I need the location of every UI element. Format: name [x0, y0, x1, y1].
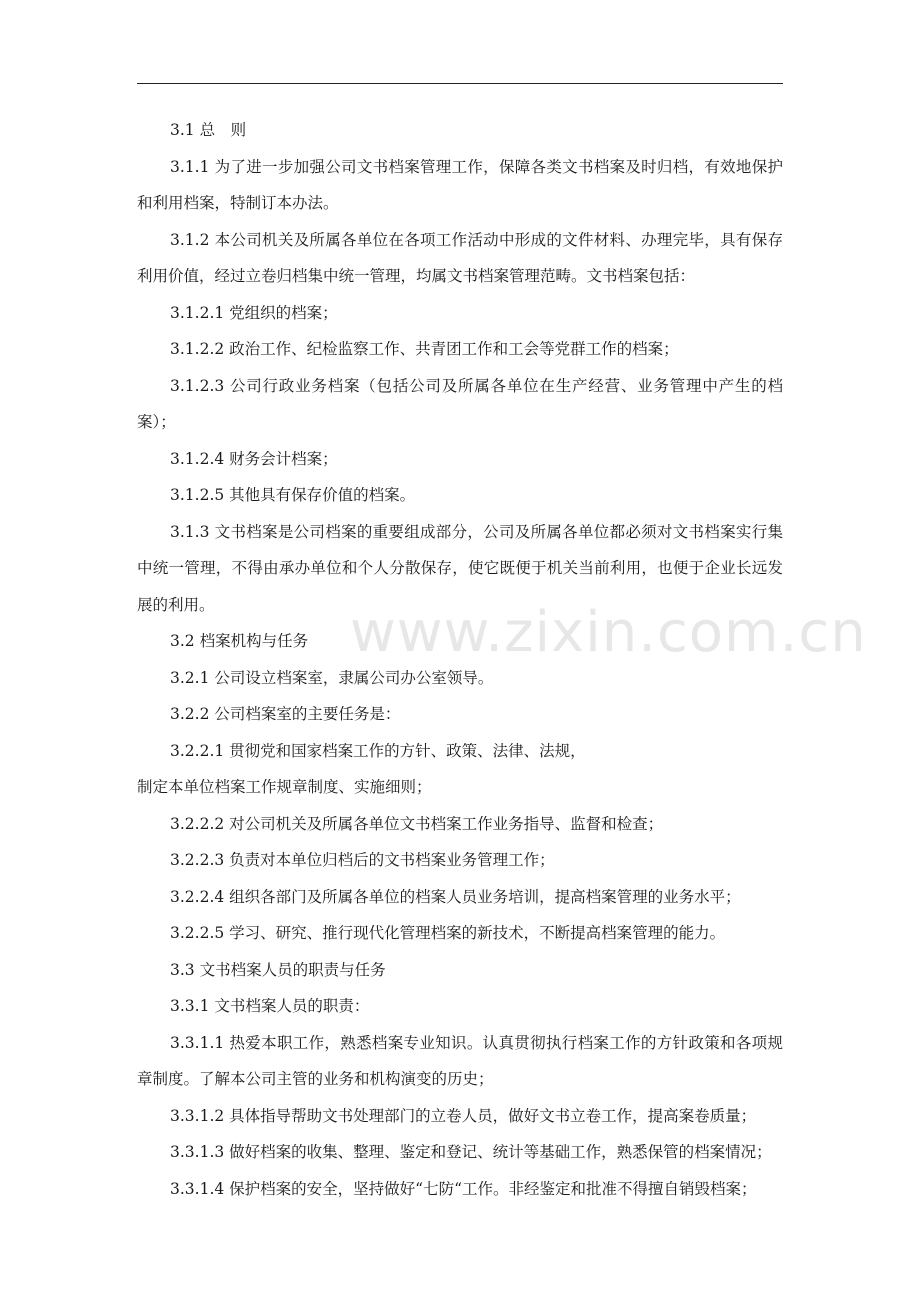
paragraph: 3.3 文书档案人员的职责与任务 [170, 960, 386, 979]
paragraph: 制定本单位档案工作规章制度、实施细则； [137, 778, 432, 796]
paragraph: 3.1.2.5 其他具有保存价值的档案。 [170, 486, 416, 504]
paragraph: 3.1.2 本公司机关及所属各单位在各项工作活动中形成的文件材料、办理完毕，具有保存利用价值，经过立卷归档集中统一管理，均属文书档案管理范畴。文书档案包括： [137, 230, 783, 285]
paragraph: 3.3.1.1 热爱本职工作，熟悉档案专业知识。认真贯彻执行档案工作的方针政策和各项规章制度。了解本公司主管的业务和机构演变的历史； [137, 1033, 783, 1088]
paragraph: 3.1 总 则 [170, 121, 247, 139]
paragraph: 3.1.2.3 公司行政业务档案（包括公司及所属各单位在生产经营、业务管理中产生的档案）； [137, 376, 783, 431]
paragraph: 3.2.2.1 贯彻党和国家档案工作的方针、政策、法律、法规， [170, 741, 586, 760]
paragraph: 3.2.1 公司设立档案室，隶属公司办公室领导。 [170, 668, 494, 687]
paragraph: 3.3.1.3 做好档案的收集、整理、鉴定和登记、统计等基础工作，熟悉保管的档案情况； [170, 1143, 772, 1161]
header-rule [137, 83, 783, 84]
paragraph: 3.2.2.3 负责对本单位归档后的文书档案业务管理工作； [170, 851, 555, 869]
paragraph: 3.1.2.4 财务会计档案； [170, 449, 338, 468]
paragraph: 3.1.3 文书档案是公司档案的重要组成部分，公司及所属各单位都必须对文书档案实行集中统一管理，不得由承办单位和个人分散保存，使它既便于机关当前利用，也便于企业长远发展的利用。 [137, 522, 783, 614]
document-body [137, 112, 783, 1207]
paragraph: 3.1.2.1 党组织的档案； [170, 303, 338, 322]
paragraph: 3.3.1 文书档案人员的职责： [170, 997, 370, 1015]
paragraph: 3.1.1 为了进一步加强公司文书档案管理工作，保障各类文书档案及时归档，有效地保护和利用档案，特制订本办法。 [137, 157, 783, 212]
paragraph: 3.3.1.4 保护档案的安全，坚持做好“七防“工作。非经鉴定和批准不得擅自销毁档案； [170, 1179, 757, 1198]
paragraph: 3.2.2 公司档案室的主要任务是： [170, 705, 401, 723]
paragraph: 3.2.2.2 对公司机关及所属各单位文书档案工作业务指导、监督和检查； [170, 814, 664, 833]
paragraph: 3.1.2.2 政治工作、纪检监察工作、共青团工作和工会等党群工作的档案； [170, 340, 679, 358]
watermark: www.zixin.com.cn [350, 600, 867, 665]
paragraph: 3.2.2.5 学习、研究、推行现代化管理档案的新技术，不断提高档案管理的能力。 [170, 924, 726, 942]
paragraph: 3.2 档案机构与任务 [170, 632, 309, 650]
paragraph: 3.3.1.2 具体指导帮助文书处理部门的立卷人员，做好文书立卷工作，提高案卷质量； [170, 1106, 757, 1125]
paragraph: 3.2.2.4 组织各部门及所属各单位的档案人员业务培训，提高档案管理的业务水平； [170, 887, 741, 906]
